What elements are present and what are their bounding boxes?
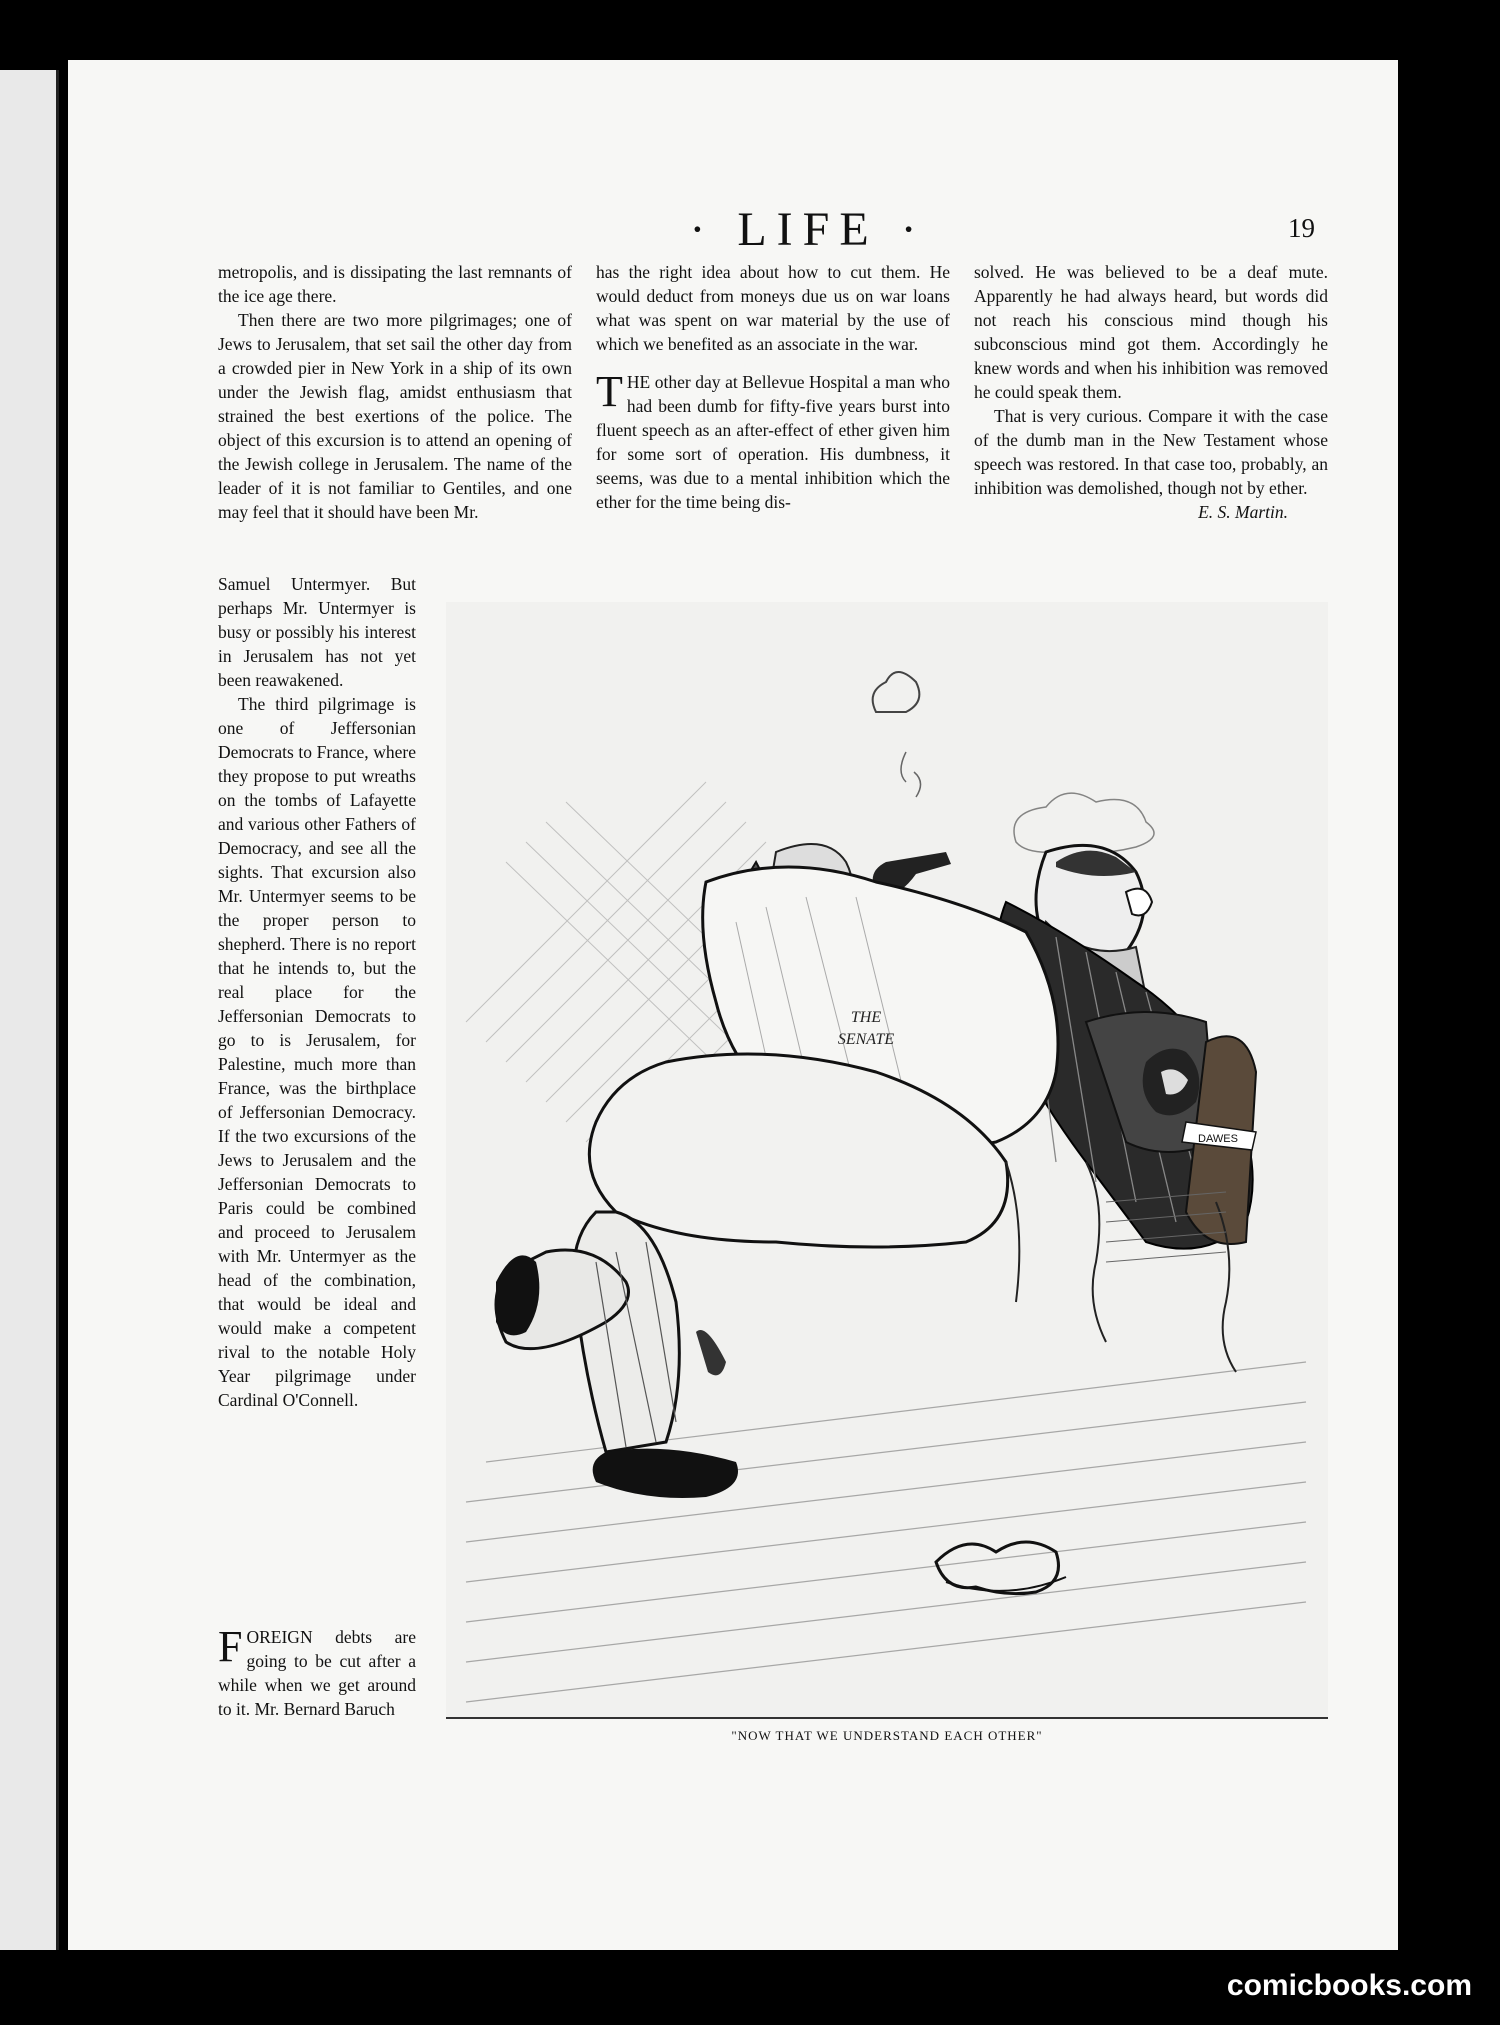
paragraph: solved. He was believed to be a deaf mute. Apparently he had always heard, but words did not reach his conscious mind though his subconscious mind got them. Accordingly he knew words and when his inhibition was removed he could speak them. xyxy=(974,262,1328,402)
cartoon-drawing xyxy=(446,602,1328,1717)
column-1-top xyxy=(218,260,572,524)
senate-label-line-1: THE xyxy=(850,1009,882,1026)
drop-cap: T xyxy=(596,367,623,416)
paragraph: Then there are two more pilgrimages; one of Jews to Jerusalem, that set sail the other day from a crowded pier in New York in a ship of its own under the Jewish flag, amidst enthusiasm that strained the best exertions of the police. The object of this excursion is to attend an opening of the Jewish college in Jerusalem. The name of the leader of it is not familiar to Gentiles, and one may feel that it should have been Mr. xyxy=(218,310,572,522)
paragraph: The third pilgrimage is one of Jeffersonian Democrats to France, where they propose to put wreaths on the tombs of Lafayette and various other Fathers of Democracy, and see all the sights. That excursion also Mr. Untermyer seems to be the proper person to shepherd. There is no report that he intends to, but the real place for the Jeffersonian Democrats to go to is Jerusalem, for Palestine, much more than France, was the birthplace of Jeffersonian Democracy. If the two excursions of the Jews to Jerusalem and the Jeffersonian Democrats to Paris could be combined and proceed to Jerusalem with Mr. Untermyer as the head of the combination, that would be ideal and would make a competent rival to the notable Holy Year pilgrimage under Cardinal O'Connell. xyxy=(218,694,416,1410)
column-1-narrow xyxy=(218,572,416,1412)
dawes-label: DAWES xyxy=(1198,1133,1238,1145)
senate-label-line-2: SENATE xyxy=(837,1031,895,1048)
facing-page-edge xyxy=(0,70,59,1950)
page-number: 19 xyxy=(1288,213,1315,243)
author-signature: E. S. Martin. xyxy=(1198,502,1288,522)
paragraph xyxy=(218,1622,416,1721)
paragraph-text: HE other day at Bellevue Hospital a man who had been dumb for fifty-five years burst into fluent speech as an after-effect of ether given him for some sort of operation. His dumbness, it seems, was due to a mental inhibition which the ether for the time being dis- xyxy=(596,372,950,512)
cartoon-illustration xyxy=(446,602,1328,1719)
paragraph: That is very curious. Compare it with the case of the dumb man in the New Testament whose speech was restored. In that case too, probably, an inhibition was demolished, though not by ether. xyxy=(974,406,1328,498)
watermark: comicbooks.com xyxy=(1226,1969,1472,2002)
paragraph: metropolis, and is dissipating the last remnants of the ice age there. xyxy=(218,262,572,306)
paragraph: has the right idea about how to cut them. He would deduct from moneys due us on war loans what was spent on war material by the use of which we benefited as an associate in the war. xyxy=(596,262,950,354)
column-2 xyxy=(596,260,950,514)
column-3 xyxy=(974,260,1328,524)
paragraph xyxy=(596,367,950,514)
cartoon-caption: "NOW THAT WE UNDERSTAND EACH OTHER" xyxy=(731,1728,1043,1743)
column-1-bottom xyxy=(218,1622,416,1721)
paragraph-text: OREIGN debts are going to be cut after a while when we get around to it. Mr. Bernard Baruch xyxy=(218,1627,416,1719)
drop-cap: F xyxy=(218,1622,243,1671)
page-header xyxy=(68,200,1398,260)
magazine-page xyxy=(68,60,1398,1950)
paragraph: Samuel Untermyer. But perhaps Mr. Untermyer is busy or possibly his interest in Jerusalem has not yet been reawakened. xyxy=(218,574,416,690)
masthead: · LIFE · xyxy=(689,203,927,256)
